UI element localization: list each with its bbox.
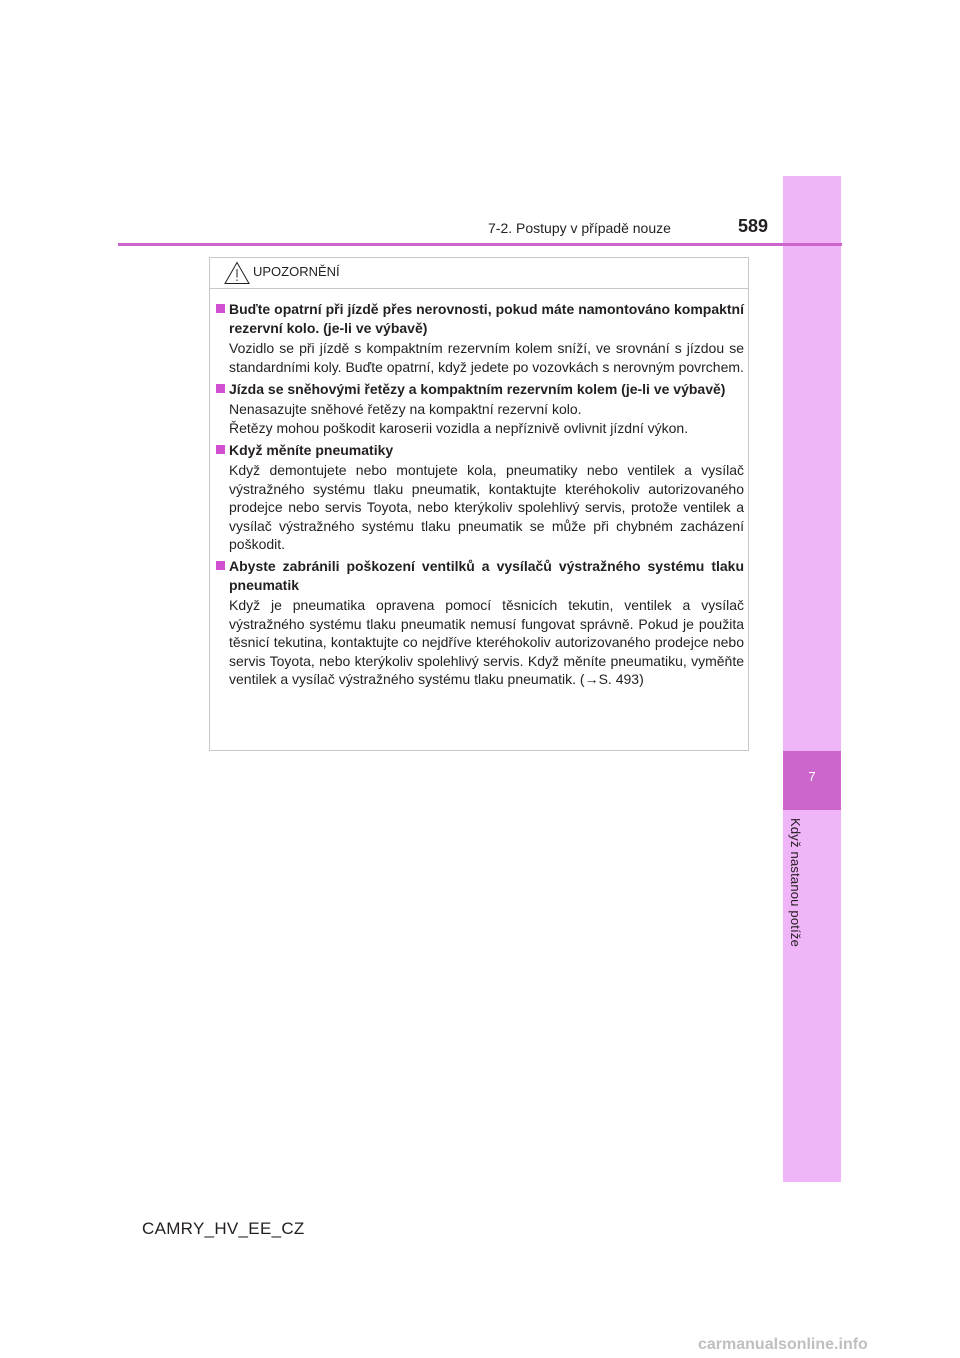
square-bullet-icon bbox=[216, 561, 225, 570]
side-tab-chapter-number: 7 bbox=[808, 769, 816, 784]
warning-item-title-text: Když měníte pneumatiky bbox=[229, 441, 394, 458]
warning-item-title bbox=[216, 441, 744, 460]
warning-item-text: Vozidlo se při jízdě s kompaktním rezervním kolem sníží, ve srovnání s jízdou se standardními koly. Buďte opatrní, když jedete po vozovkách s nerovným povrchem. bbox=[229, 340, 744, 375]
side-tab-background bbox=[783, 176, 841, 1182]
warning-item-text: Když demontujete nebo montujete kola, pneumatiky nebo ventilek a vysílač výstražného systému tlaku pneumatik, kontaktujte kteréhokoliv autorizovaného prodejce nebo servis Toyota, nebo kterýkoliv spolehlivý servis, protože ventilek a vysílač výstražného systému tlaku pneumatik se může při chybném zacházení poškodit. bbox=[229, 462, 744, 552]
section-title: 7-2. Postupy v případě nouze bbox=[488, 220, 671, 236]
warning-item-title-text: Buďte opatrní při jízdě přes nerovnosti, pokud máte namontováno kompaktní rezervní kolo. (je-li ve výbavě) bbox=[229, 301, 744, 336]
warning-item bbox=[216, 557, 744, 689]
square-bullet-icon bbox=[216, 304, 225, 313]
page-number: 589 bbox=[738, 216, 769, 236]
warning-item bbox=[216, 441, 744, 554]
square-bullet-icon bbox=[216, 384, 225, 393]
warning-header bbox=[210, 258, 748, 289]
header-rule bbox=[118, 243, 842, 246]
warning-item-title bbox=[216, 557, 744, 594]
square-bullet-icon bbox=[216, 445, 225, 454]
warning-item-text-line: Nenasazujte sněhové řetězy na kompaktní rezervní kolo. bbox=[229, 401, 582, 417]
warning-item bbox=[216, 300, 744, 376]
watermark: carmanualsonline.info bbox=[698, 1336, 868, 1353]
warning-item-text: Když je pneumatika opravena pomocí těsnicích tekutin, ventilek a vysílač výstražného systému tlaku pneumatik nemusí fungovat správně. Pokud je použita těsnicí tekutina, kontaktujte co nejdříve kteréhokoliv autorizovaného prodejce nebo servis Toyota, nebo kterýkoliv spolehlivý servis. Když měníte pneumatiku, vyměňte ventilek a vysílač výstražného systému tlaku pneumatik. (→S. 493) bbox=[229, 597, 744, 687]
warning-triangle-icon bbox=[224, 261, 250, 285]
warning-item-text-line: Řetězy mohou poškodit karoserii vozidla a nepříznivě ovlivnit jízdní výkon. bbox=[229, 419, 689, 436]
warning-item-text bbox=[216, 400, 744, 437]
warning-item-title bbox=[216, 380, 744, 399]
warning-item-title bbox=[216, 300, 744, 337]
warning-item bbox=[216, 380, 744, 438]
warning-item-title-text: Jízda se sněhovými řetězy a kompaktním rezervním kolem (je-li ve výbavě) bbox=[229, 380, 726, 397]
warning-body bbox=[216, 300, 744, 692]
warning-title: UPOZORNĚNÍ bbox=[253, 264, 340, 279]
warning-box bbox=[209, 257, 749, 751]
warning-item-title-text: Abyste zabránili poškození ventilků a vysílačů výstražného systému tlaku pneumatik bbox=[229, 558, 744, 593]
side-tab-chapter-title: Když nastanou potíže bbox=[788, 818, 803, 948]
document-code: CAMRY_HV_EE_CZ bbox=[142, 1219, 305, 1238]
